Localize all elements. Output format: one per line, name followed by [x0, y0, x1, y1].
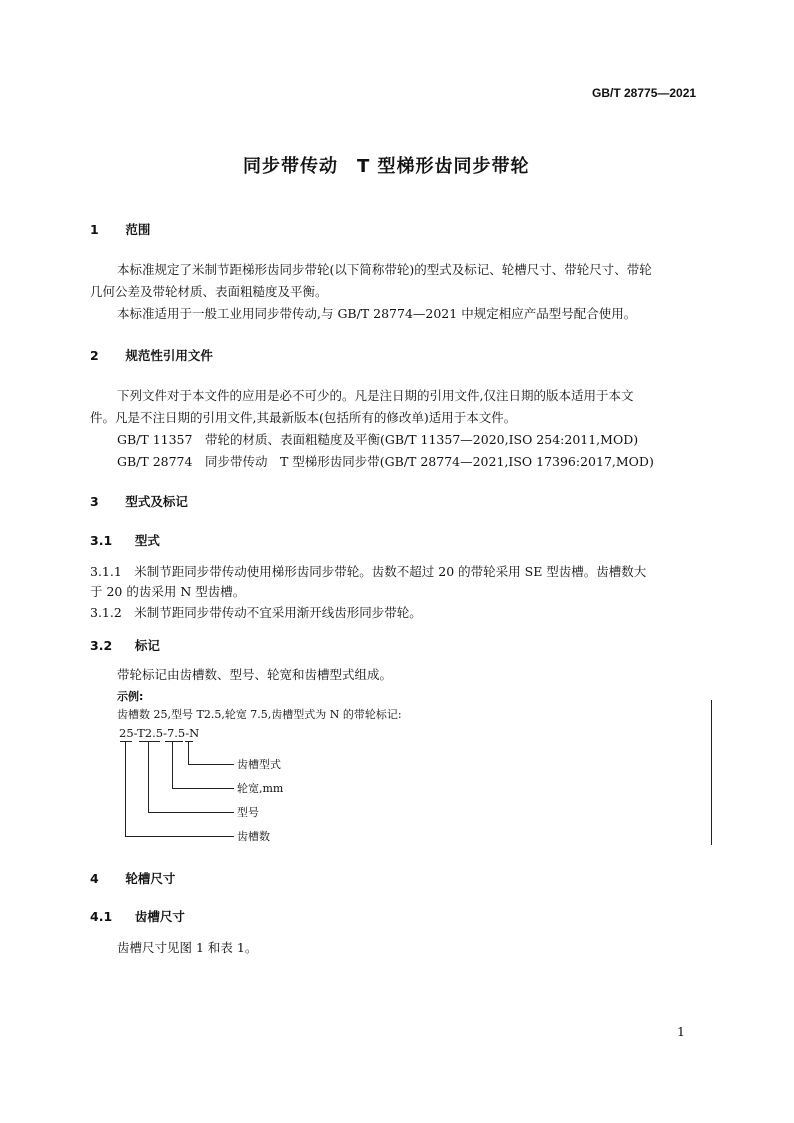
paragraph: 件。凡是不注日期的引用文件,其最新版本(包括所有的修改单)适用于本文件。 [90, 410, 517, 425]
paragraph: 本标准适用于一般工业用同步带传动,与 GB/T 28774—2021 中规定相应产品型号配合使用。 [117, 306, 637, 321]
leader-width-vertical [172, 742, 173, 788]
section-number: 3 [90, 494, 99, 509]
label-groove-type: 齿槽型式 [237, 758, 281, 771]
leader-groove-horizontal [188, 764, 234, 765]
standard-code: GB/T 28775—2021 [592, 86, 697, 100]
example-text: 齿槽数 25,型号 T2.5,轮宽 7.5,齿槽型式为 N 的带轮标记: [117, 708, 402, 721]
underline-groove [185, 741, 193, 742]
leader-groove-vertical [188, 742, 189, 764]
leader-type-vertical [148, 742, 149, 812]
section-title: 规范性引用文件 [125, 348, 213, 363]
section-2-heading [90, 346, 213, 364]
label-type: 型号 [237, 806, 259, 819]
example-margin-line [711, 700, 712, 845]
marking-code: 25-T2.5-7.5-N [119, 726, 200, 740]
section-4-heading [90, 869, 175, 887]
section-title: 齿槽尺寸 [134, 909, 185, 924]
paragraph: 齿槽尺寸见图 1 和表 1。 [117, 940, 258, 955]
leader-type-horizontal [148, 812, 234, 813]
paragraph: 几何公差及带轮材质、表面粗糙度及平衡。 [90, 284, 328, 299]
leader-teeth-horizontal [125, 836, 234, 837]
example-label: 示例: [117, 690, 144, 703]
subsection-4-1-heading [90, 907, 185, 925]
label-width: 轮宽,mm [237, 782, 284, 795]
section-number: 2 [90, 348, 99, 363]
clause-3-1-2: 3.1.2 米制节距同步带传动不宜采用渐开线齿形同步带轮。 [90, 605, 422, 620]
section-title: 轮槽尺寸 [125, 871, 176, 886]
leader-teeth-vertical [125, 742, 126, 836]
paragraph: 本标准规定了米制节距梯形齿同步带轮(以下简称带轮)的型式及标记、轮槽尺寸、带轮尺寸、带轮 [117, 262, 652, 277]
section-number: 4.1 [90, 909, 113, 924]
section-3-heading [90, 492, 188, 510]
clause-3-1-1: 3.1.1 米制节距同步带传动使用梯形齿同步带轮。齿数不超过 20 的带轮采用 SE 型齿槽。齿槽数大 [90, 564, 647, 579]
section-title: 型式及标记 [125, 494, 188, 509]
section-title: 标记 [134, 638, 160, 653]
section-number: 4 [90, 871, 99, 886]
label-teeth: 齿槽数 [237, 830, 270, 843]
reference-item: GB/T 28774 同步带传动 T 型梯形齿同步带(GB/T 28774—2021,ISO 17396:2017,MOD) [117, 454, 654, 469]
paragraph: 带轮标记由齿槽数、型号、轮宽和齿槽型式组成。 [117, 667, 393, 682]
section-title: 范围 [125, 222, 151, 237]
page-number: 1 [677, 1024, 685, 1039]
section-number: 3.1 [90, 533, 113, 548]
underline-type [139, 741, 160, 742]
section-number: 1 [90, 222, 99, 237]
section-1-heading [90, 220, 150, 238]
subsection-3-2-heading [90, 636, 160, 654]
leader-width-horizontal [172, 788, 234, 789]
reference-item: GB/T 11357 带轮的材质、表面粗糙度及平衡(GB/T 11357—2020,ISO 254:2011,MOD) [117, 432, 639, 447]
section-number: 3.2 [90, 638, 113, 653]
paragraph: 下列文件对于本文件的应用是必不可少的。凡是注日期的引用文件,仅注日期的版本适用于本文 [117, 388, 634, 403]
section-title: 型式 [134, 533, 160, 548]
subsection-3-1-heading [90, 531, 160, 549]
page-title: 同步带传动 T 型梯形齿同步带轮 [243, 156, 530, 177]
underline-width [165, 741, 183, 742]
clause-3-1-1-cont: 于 20 的齿采用 N 型齿槽。 [90, 584, 246, 599]
underline-teeth [120, 741, 132, 742]
